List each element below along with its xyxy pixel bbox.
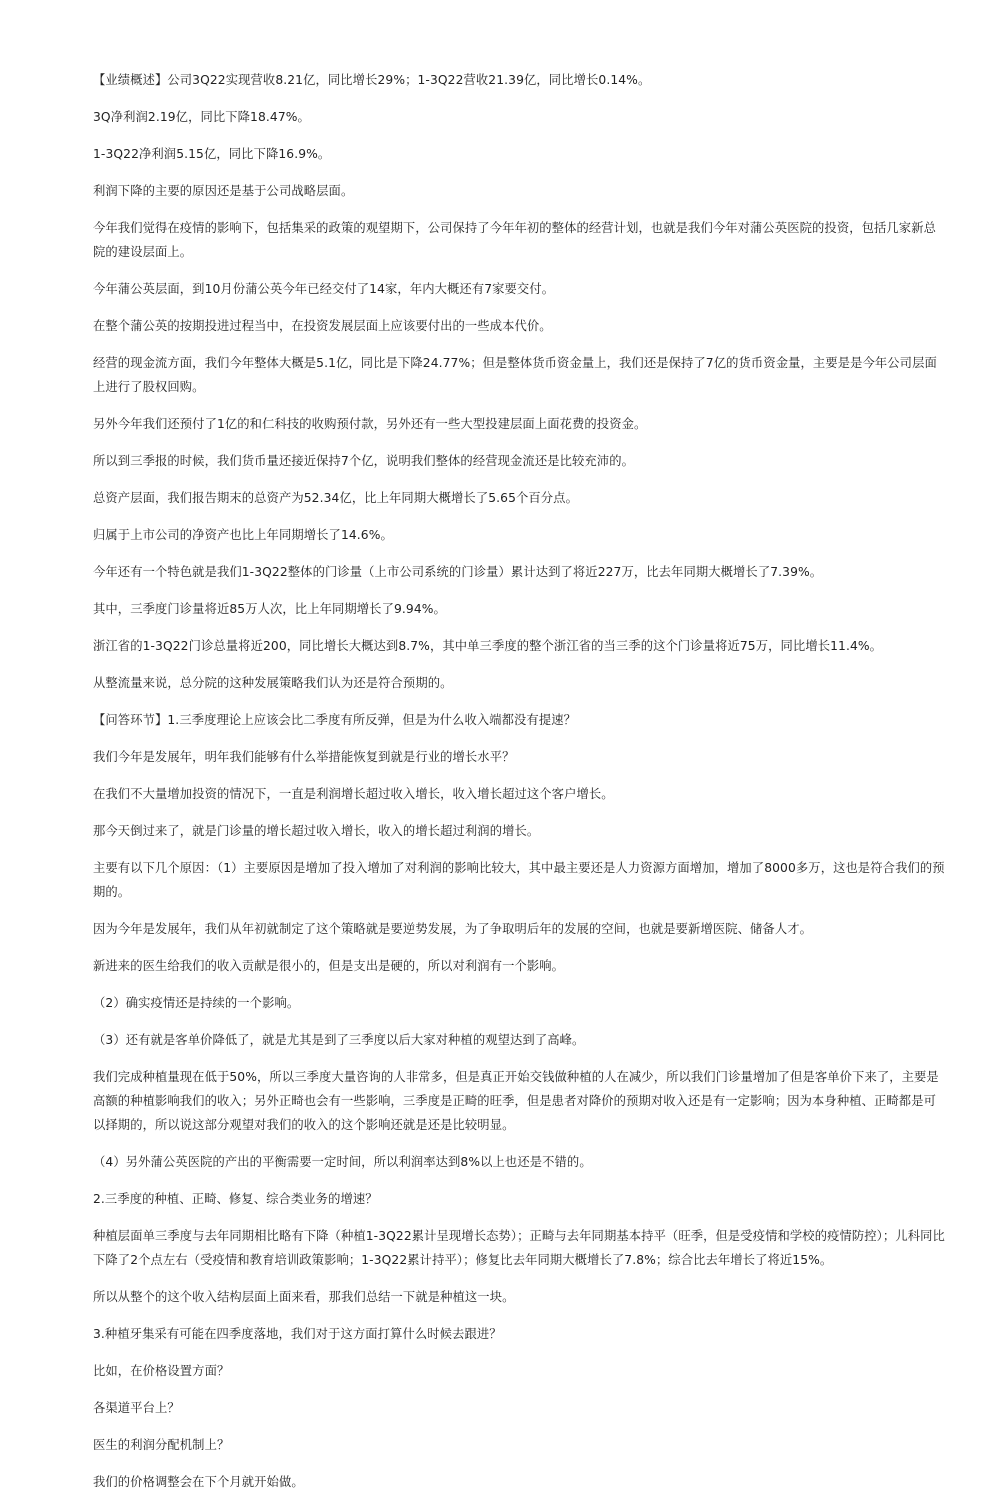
paragraph-price-adjustment: 我们的价格调整会在下个月就开始做。 <box>93 1475 304 1489</box>
paragraph-q3-outpatient: 其中，三季度门诊量将近85万人次，比上年同期增长了9.94%。 <box>93 602 446 616</box>
paragraph-zhejiang-outpatient: 浙江省的1-3Q22门诊总量将近200，同比增长大概达到8.7%，其中单三季度的整个浙江省的当三季的这个门诊量将近75万，同比增长11.4%。 <box>93 639 883 653</box>
paragraph-reason-3: （3）还有就是客单价降低了，就是尤其是到了三季度以后大家对种植的观望达到了高峰。 <box>93 1033 585 1047</box>
paragraph-cash-flow: 经营的现金流方面，我们今年整体大概是5.1亿，同比是下降24.77%；但是整体货币资金量上，我们还是保持了7亿的货币资金量，主要是是今年公司层面上进行了股权回购。 <box>93 356 937 394</box>
paragraph-qa-question-1b: 我们今年是发展年，明年我们能够有什么举措能恢复到就是行业的增长水平？ <box>93 750 515 764</box>
paragraph-new-doctors: 新进来的医生给我们的收入贡献是很小的，但是支出是硬的，所以对利润有一个影响。 <box>93 959 565 973</box>
paragraph-reason-1: 主要有以下几个原因：（1）主要原因是增加了投入增加了对利润的影响比较大，其中最主要还是人力资源方面增加，增加了8000多万，这也是符合我们的预期的。 <box>93 861 945 899</box>
document-body <box>93 68 945 1507</box>
paragraph-strategy-assessment: 从整流量来说，总分院的这种发展策略我们认为还是符合预期的。 <box>93 676 453 690</box>
paragraph-segment-growth: 种植层面单三季度与去年同期相比略有下降（种植1-3Q22累计呈现增长态势）；正畸与去年同期基本持平（旺季，但是受疫情和学校的疫情防控）；儿科同比下降了2个点左右（受疫情和教育培训政策影响；1-3Q22累计持平）；修复比去年同期大概增长了7.8%；综合比去年增长了将近15%。 <box>93 1229 945 1267</box>
paragraph-qa-question-2: 2.三季度的种植、正畸、修复、综合类业务的增速？ <box>93 1192 378 1206</box>
paragraph-channels: 各渠道平台上？ <box>93 1401 180 1415</box>
paragraph-implant-volume: 我们完成种植量现在低于50%，所以三季度大量咨询的人非常多，但是真正开始交钱做种植的人在减少，所以我们门诊量增加了但是客单价下来了，主要是高额的种植影响我们的收入；另外正畸也会有一些影响，三季度是正畸的旺季，但是患者对降价的预期对收入还是有一定影响；因为本身种植、正畸都是可以择期的，所以说这部分观望对我们的收入的这个影响还就是还是比较明显。 <box>93 1070 939 1132</box>
paragraph-ytd-net-profit: 1-3Q22净利润5.15亿，同比下降16.9%。 <box>93 147 331 161</box>
paragraph-cash-position: 所以到三季报的时候，我们货币量还接近保持7个亿，说明我们整体的经营现金流还是比较充沛的。 <box>93 454 634 468</box>
paragraph-prepayment: 另外今年我们还预付了1亿的和仁科技的收购预付款，另外还有一些大型投建层面上面花费的投资金。 <box>93 417 647 431</box>
paragraph-pricing: 比如，在价格设置方面？ <box>93 1364 230 1378</box>
paragraph-profit-distribution: 医生的利润分配机制上？ <box>93 1438 230 1452</box>
paragraph-growth-reversal: 那今天倒过来了，就是门诊量的增长超过收入增长，收入的增长超过利润的增长。 <box>93 824 540 838</box>
paragraph-business-plan: 今年我们觉得在疫情的影响下，包括集采的政策的观望期下，公司保持了今年年初的整体的经营计划，也就是我们今年对蒲公英医院的投资，包括几家新总院的建设层面上。 <box>93 221 936 259</box>
paragraph-growth-pattern: 在我们不大量增加投资的情况下，一直是利润增长超过收入增长，收入增长超过这个客户增长。 <box>93 787 614 801</box>
paragraph-total-assets: 总资产层面，我们报告期末的总资产为52.34亿，比上年同期大概增长了5.65个百分点。 <box>93 491 578 505</box>
paragraph-qa-question-1: 【问答环节】1.三季度理论上应该会比二季度有所反弹，但是为什么收入端都没有提速？ <box>93 713 577 727</box>
paragraph-profit-decline-reason: 利润下降的主要的原因还是基于公司战略层面。 <box>93 184 354 198</box>
paragraph-dandelion-delivery: 今年蒲公英层面，到10月份蒲公英今年已经交付了14家，年内大概还有7家要交付。 <box>93 282 555 296</box>
paragraph-outpatient-volume: 今年还有一个特色就是我们1-3Q22整体的门诊量（上市公司系统的门诊量）累计达到了将近227万，比去年同期大概增长了7.39%。 <box>93 565 823 579</box>
paragraph-reason-2: （2）确实疫情还是持续的一个影响。 <box>93 996 300 1010</box>
paragraph-reason-4: （4）另外蒲公英医院的产出的平衡需要一定时间，所以利润率达到8%以上也还是不错的。 <box>93 1155 592 1169</box>
paragraph-net-assets: 归属于上市公司的净资产也比上年同期增长了14.6%。 <box>93 528 393 542</box>
paragraph-revenue-structure: 所以从整个的这个收入结构层面上面来看，那我们总结一下就是种植这一块。 <box>93 1290 515 1304</box>
paragraph-development-year: 因为今年是发展年，我们从年初就制定了这个策略就是要逆势发展，为了争取明后年的发展的空间，也就是要新增医院、储备人才。 <box>93 922 813 936</box>
paragraph-qa-question-3: 3.种植牙集采有可能在四季度落地，我们对于这方面打算什么时候去跟进？ <box>93 1327 502 1341</box>
paragraph-investment-cost: 在整个蒲公英的按期投进过程当中，在投资发展层面上应该要付出的一些成本代价。 <box>93 319 552 333</box>
paragraph-performance-overview: 【业绩概述】公司3Q22实现营收8.21亿，同比增长29%；1-3Q22营收21.39亿，同比增长0.14%。 <box>93 73 651 87</box>
paragraph-3q-net-profit: 3Q净利润2.19亿，同比下降18.47%。 <box>93 110 310 124</box>
